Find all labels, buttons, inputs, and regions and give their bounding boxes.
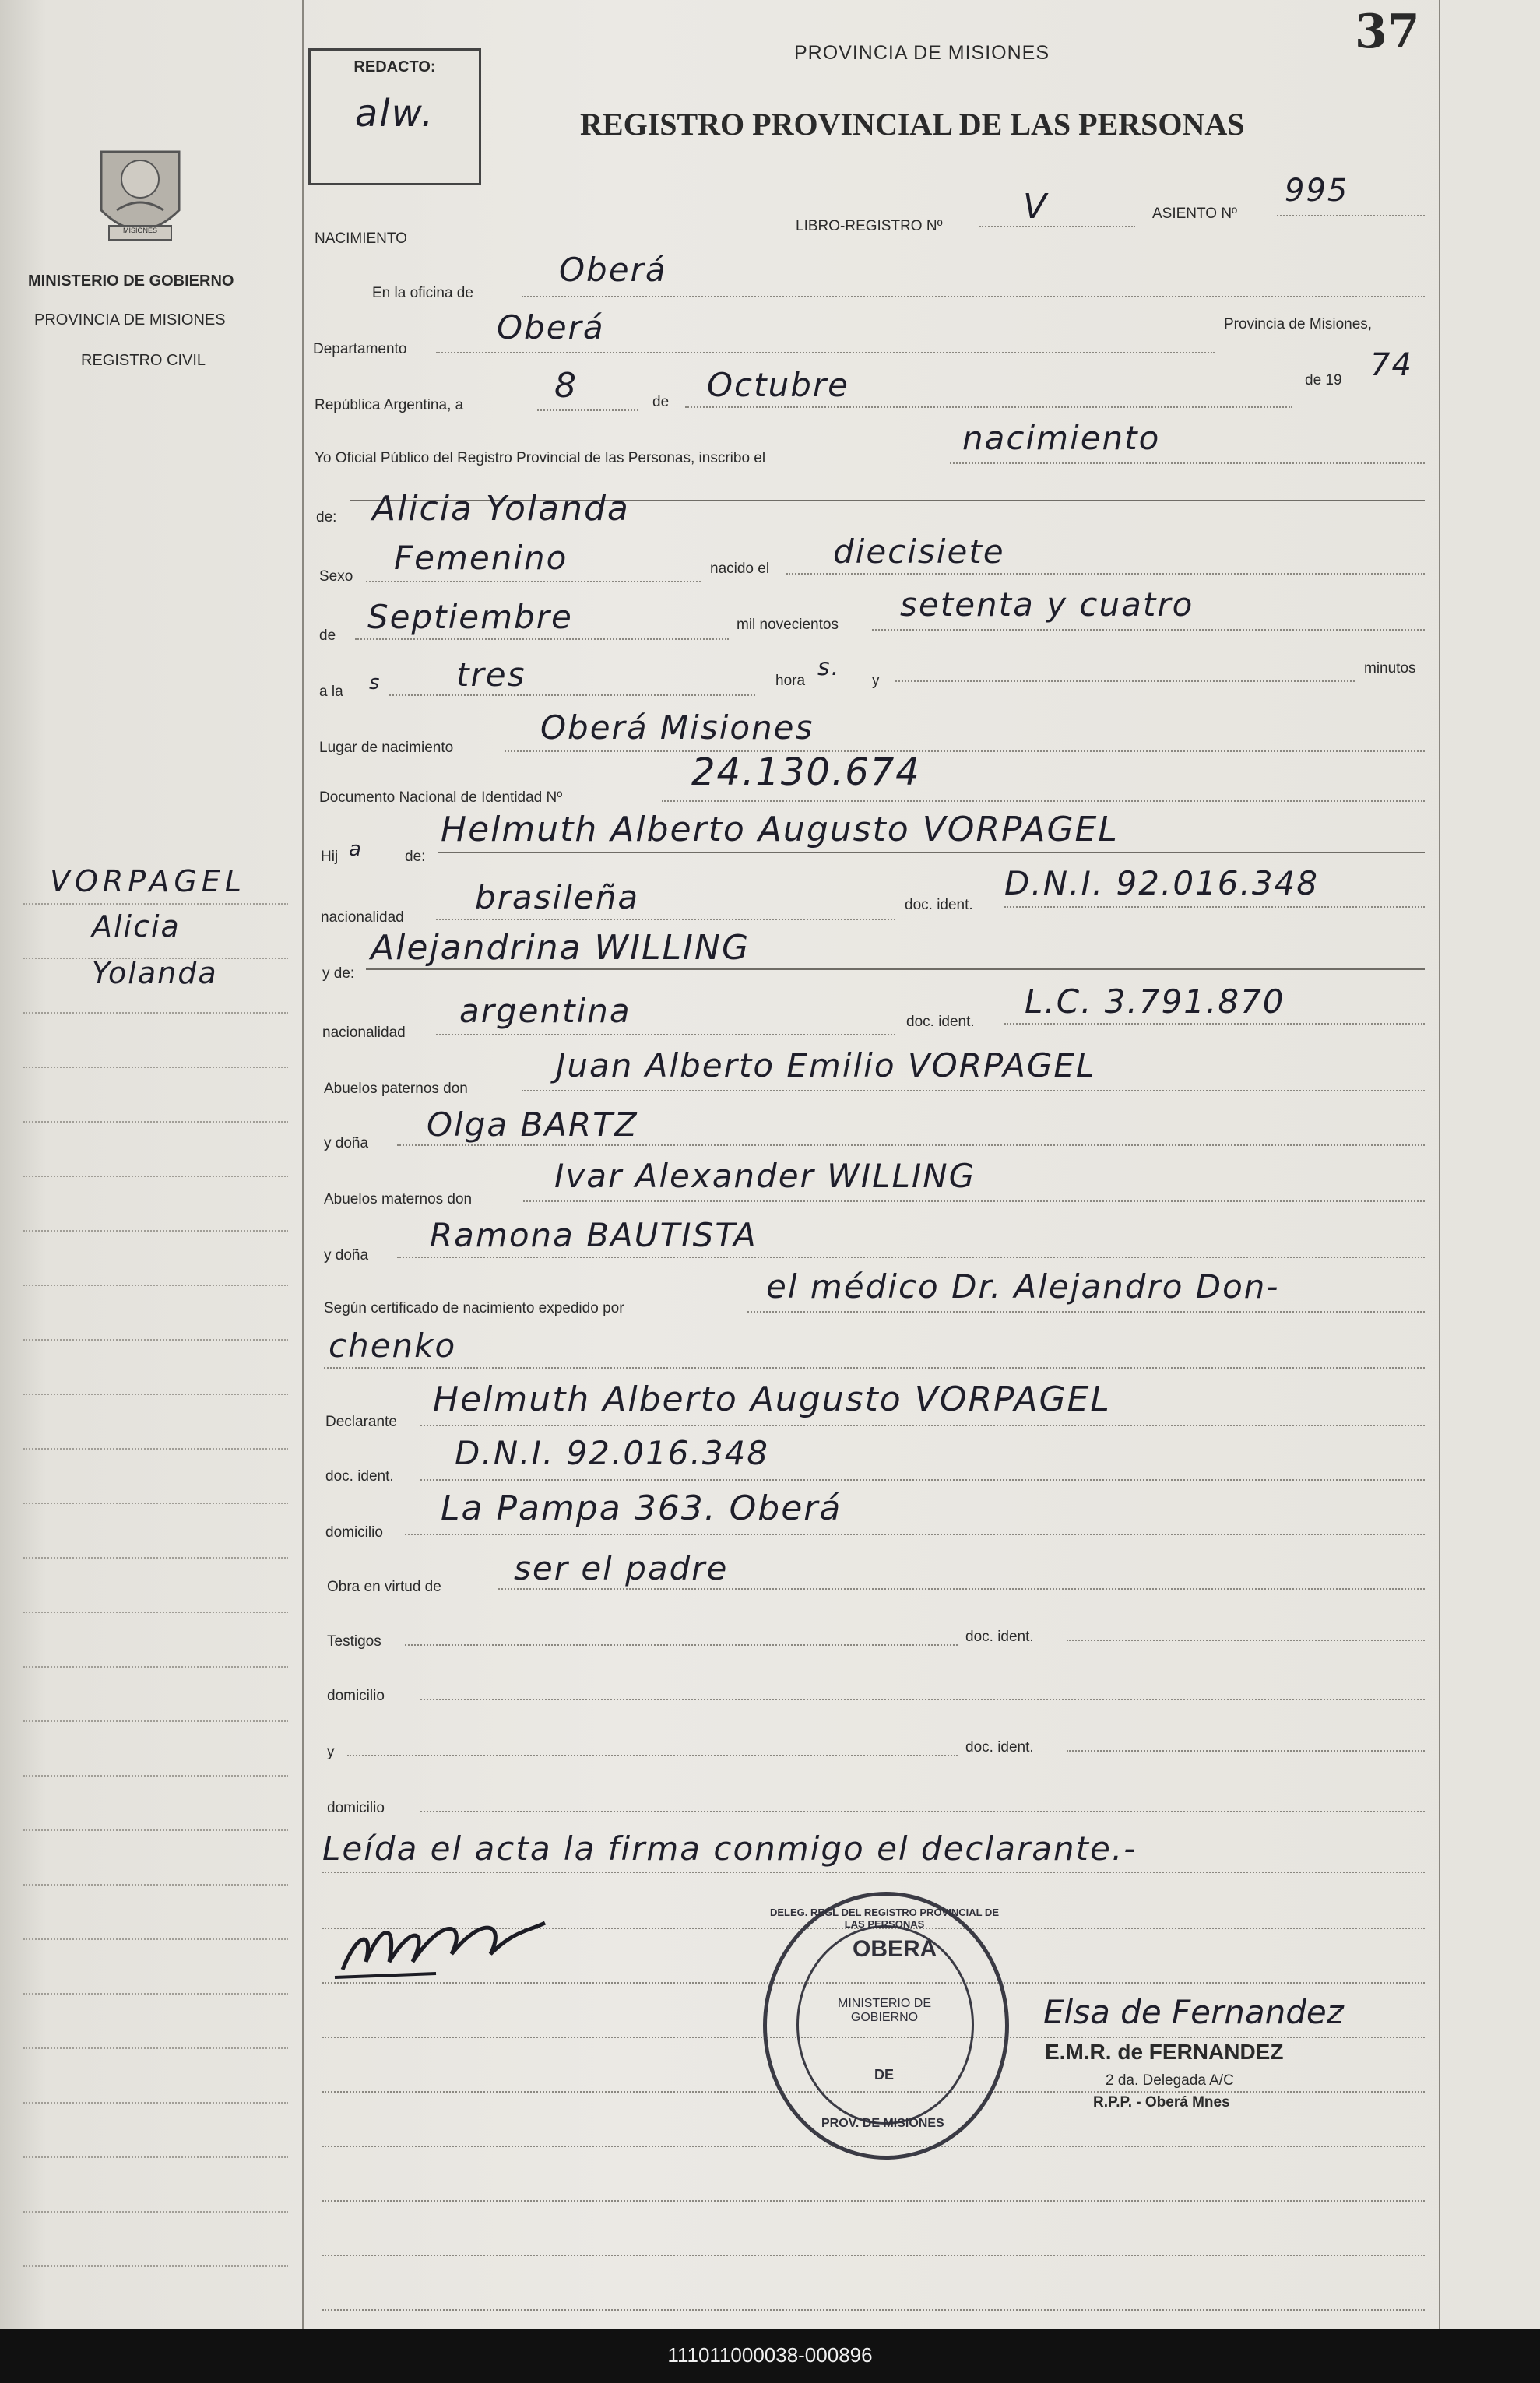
ministry-line1: MINISTERIO DE GOBIERNO <box>28 272 234 290</box>
padre-nac-dots <box>436 919 895 920</box>
t-doc-dots <box>1067 1640 1425 1641</box>
asiento-dots <box>1277 215 1425 216</box>
ab-mat-dona-dots <box>397 1257 1425 1258</box>
margin-rule-line <box>23 1775 288 1777</box>
ala-label: a la <box>319 684 343 700</box>
nacimiento-heading: NACIMIENTO <box>315 230 407 247</box>
hora-value: tres <box>456 656 526 694</box>
margin-rule-line <box>23 1339 288 1341</box>
province-header: PROVINCIA DE MISIONES <box>794 42 1050 64</box>
margin-rule-line <box>23 1067 288 1068</box>
oficina-value: Oberá <box>559 251 667 289</box>
doc-label: doc. ident. <box>905 897 973 913</box>
mes-value: Octubre <box>707 366 850 404</box>
hora-dots <box>389 694 755 696</box>
lugar-value: Oberá Misiones <box>540 708 814 747</box>
right-margin-rule <box>1439 0 1440 2329</box>
cert-label: Según certificado de nacimiento expedido por <box>324 1300 624 1316</box>
declarante-dots <box>420 1425 1425 1426</box>
dni-label: Documento Nacional de Identidad Nº <box>319 789 563 806</box>
oficial-label: Yo Oficial Público del Registro Provincial de las Personas, inscribo el <box>315 450 766 466</box>
padre-doc: D.N.I. 92.016.348 <box>1004 864 1320 902</box>
cert-dots <box>747 1311 1425 1313</box>
official-office: R.P.P. - Oberá Mnes <box>1093 2094 1230 2111</box>
libro-label: LIBRO-REGISTRO Nº <box>796 218 943 234</box>
margin-rule-line <box>23 1503 288 1504</box>
margin-rule-line <box>23 1720 288 1722</box>
ab-pat-label: Abuelos paternos don <box>324 1081 468 1097</box>
cert-value-2: chenko <box>329 1327 457 1365</box>
lugar-label: Lugar de nacimiento <box>319 740 454 756</box>
margin-rule-line <box>23 2047 288 2049</box>
closing-statement: Leída el acta la firma conmigo el declarante.- <box>322 1829 1137 1868</box>
seal-ribbon-text: MISIONES <box>122 227 157 234</box>
mes-dots <box>685 406 1292 408</box>
lugar-dots <box>505 750 1425 752</box>
padre-doc-dots <box>1004 906 1425 908</box>
anio-nac-dots <box>872 629 1425 631</box>
margin-rule-line <box>23 1394 288 1395</box>
minutos-label: minutos <box>1364 660 1416 677</box>
de-label: de <box>652 394 670 410</box>
madre-doc: L.C. 3.791.870 <box>1025 982 1285 1021</box>
nacido-label: nacido el <box>710 561 770 577</box>
margin-rule-line <box>23 2211 288 2213</box>
footer-code: 111011000038-000896 <box>667 2343 873 2367</box>
margin-rule-line <box>23 2265 288 2267</box>
margin-rule-line <box>23 1884 288 1886</box>
dni-dots <box>662 800 1425 802</box>
t-doc-label: doc. ident. <box>965 1629 1034 1645</box>
anio-nac-value: setenta y cuatro <box>900 585 1194 624</box>
nacido-value: diecisiete <box>833 532 1005 571</box>
margin-rule-line <box>23 1176 288 1177</box>
blank-rule-line <box>322 2200 1425 2202</box>
madre-nac-label: nacionalidad <box>322 1025 406 1041</box>
y-label: y <box>872 673 880 689</box>
testigos-label: Testigos <box>327 1633 381 1650</box>
sexo-value: Femenino <box>394 539 568 577</box>
asiento-label: ASIENTO Nº <box>1152 206 1237 222</box>
margin-rule-line <box>23 1993 288 1995</box>
domicilio-dots <box>405 1534 1425 1535</box>
margin-rule-line <box>23 1938 288 1940</box>
departamento-label: Departamento <box>313 341 407 357</box>
sexo-label: Sexo <box>319 568 353 585</box>
doc2-value: D.N.I. 92.016.348 <box>455 1434 770 1472</box>
oficina-dots <box>522 296 1425 297</box>
declarant-signature <box>327 1900 576 1993</box>
nac-label: nacionalidad <box>321 909 404 926</box>
official-title: 2 da. Delegada A/C <box>1106 2072 1234 2089</box>
coat-of-arms-icon <box>86 136 195 253</box>
t-dom-label: domicilio <box>327 1688 385 1704</box>
margin-rule-line <box>23 1557 288 1559</box>
ab-pat-dots <box>522 1090 1425 1091</box>
ab-mat-label: Abuelos maternos don <box>324 1191 473 1207</box>
madre-nac: argentina <box>459 992 631 1030</box>
hora-label: hora <box>775 673 806 689</box>
left-margin-rule <box>302 0 304 2329</box>
margin-rule-line <box>23 1121 288 1123</box>
ab-mat-dona: Ramona BAUTISTA <box>430 1216 758 1254</box>
hij-suffix: a <box>349 838 363 861</box>
t-dom2-dots <box>420 1811 1425 1812</box>
margin-rule-line <box>23 1829 288 1831</box>
margin-rule-line <box>23 1012 288 1014</box>
footer-bar <box>0 2329 1540 2383</box>
registry-stamp <box>763 1892 1009 2160</box>
margin-surname: VORPAGEL <box>50 864 246 898</box>
blank-rule-line <box>322 2309 1425 2311</box>
domicilio-label: domicilio <box>325 1524 383 1541</box>
margin-rule-line <box>23 2156 288 2158</box>
obra-label: Obra en virtud de <box>327 1579 441 1595</box>
ab-mat-don: Ivar Alexander WILLING <box>554 1157 976 1195</box>
t-doc2-label: doc. ident. <box>965 1739 1034 1756</box>
doc2-dots <box>420 1479 1425 1481</box>
testigos-dots <box>405 1644 958 1646</box>
margin-rule-line <box>23 958 288 959</box>
oficina-label: En la oficina de <box>372 285 473 301</box>
padre-value: Helmuth Alberto Augusto VORPAGEL <box>441 810 1119 849</box>
mes-nac-value: Septiembre <box>367 598 573 636</box>
t-dom-dots <box>420 1699 1425 1700</box>
ab-pat-dona: Olga BARTZ <box>427 1105 638 1144</box>
nacido-dots <box>786 573 1425 575</box>
margin-rule-line <box>23 903 288 905</box>
sexo-dots <box>366 581 701 582</box>
ab-pat-dona-label: y doña <box>324 1135 369 1151</box>
t-y-dots <box>347 1755 958 1756</box>
mes-nac-dots <box>355 638 729 640</box>
ministry-seal <box>86 136 195 253</box>
ab-pat-don: Juan Alberto Emilio VORPAGEL <box>556 1046 1096 1084</box>
t-y-label: y <box>327 1744 335 1760</box>
asiento-value: 995 <box>1285 173 1349 209</box>
ab-mat-dona-label: y doña <box>324 1247 369 1264</box>
dia-dots <box>537 409 638 411</box>
madre-rule <box>366 968 1425 970</box>
obra-dots <box>498 1588 1425 1590</box>
redacto-box <box>308 48 481 185</box>
page-number: 37 <box>1355 5 1420 59</box>
closing-dots <box>322 1872 1425 1873</box>
oficial-value: nacimiento <box>962 419 1161 457</box>
ministry-line3: REGISTRO CIVIL <box>81 352 206 369</box>
padre-nac: brasileña <box>475 878 640 916</box>
margin-rule-line <box>23 1230 288 1232</box>
departamento-value: Oberá <box>497 308 605 346</box>
republica-label: República Argentina, a <box>315 397 464 413</box>
padre-rule <box>438 852 1425 853</box>
margin-rule-line <box>23 2102 288 2104</box>
declarante-label: Declarante <box>325 1414 397 1430</box>
redacto-value: alw. <box>354 92 435 135</box>
stamp-city: OBERA <box>853 1936 937 1962</box>
margin-rule-line <box>23 1666 288 1668</box>
hora-s: s. <box>817 654 841 681</box>
anio-label: de 19 <box>1305 372 1342 388</box>
mil-label: mil novecientos <box>737 617 839 633</box>
dni-value: 24.130.674 <box>691 750 921 794</box>
anio-value: 74 <box>1370 347 1413 383</box>
doc2-label: doc. ident. <box>325 1468 394 1485</box>
obra-value: ser el padre <box>514 1549 729 1587</box>
madre-nac-dots <box>436 1034 895 1035</box>
ab-pat-dona-dots <box>397 1144 1425 1146</box>
minutos-dots <box>895 680 1355 682</box>
nombre-value: Alicia Yolanda <box>372 489 630 529</box>
ministry-line2: PROVINCIA DE MISIONES <box>34 311 226 329</box>
redacto-label: REDACTO: <box>353 58 436 76</box>
madre-doc-label: doc. ident. <box>906 1014 975 1030</box>
yde-label: y de: <box>322 965 355 982</box>
cert-dots-2 <box>324 1367 1425 1369</box>
cert-value: el médico Dr. Alejandro Don- <box>766 1267 1280 1306</box>
hij-label: Hij <box>321 849 339 865</box>
madre-value: Alejandrina WILLING <box>371 928 751 968</box>
ab-mat-dots <box>523 1200 1425 1202</box>
de3-label: de <box>319 627 336 644</box>
document-title: REGISTRO PROVINCIAL DE LAS PERSONAS <box>580 107 1245 142</box>
hij-de: de: <box>405 849 426 865</box>
margin-rule-line <box>23 1448 288 1450</box>
ala-s: s <box>369 671 381 694</box>
domicilio-value: La Pampa 363. Oberá <box>441 1488 842 1528</box>
declarante-value: Helmuth Alberto Augusto VORPAGEL <box>433 1380 1111 1419</box>
de2-label: de: <box>316 509 337 525</box>
provincia-suffix: Provincia de Misiones, <box>1224 316 1373 332</box>
stamp-bottom-text: PROV. DE MISIONES <box>821 2117 944 2130</box>
libro-value: V <box>1023 187 1049 227</box>
madre-doc-dots <box>1004 1023 1425 1025</box>
stamp-inner-text: MINISTERIO DE GOBIERNO <box>837 1997 931 2024</box>
blank-rule-line <box>322 2255 1425 2256</box>
libro-dots <box>979 226 1135 227</box>
dia-value: 8 <box>554 366 578 406</box>
official-signature: Elsa de Fernandez <box>1043 1993 1344 2031</box>
margin-rule-line <box>23 1285 288 1286</box>
oficial-dots <box>950 462 1425 464</box>
t-doc2-dots <box>1067 1750 1425 1752</box>
margin-rule-line <box>23 1612 288 1613</box>
official-name: E.M.R. de FERNANDEZ <box>1045 2040 1284 2064</box>
margin-name2: Yolanda <box>92 956 218 990</box>
stamp-outer-text: DELEG. REGL DEL REGISTRO PROVINCIAL DE LAS PERSONAS <box>770 1907 999 1930</box>
t-dom2-label: domicilio <box>327 1800 385 1816</box>
departamento-dots <box>436 352 1215 353</box>
stamp-de: DE <box>874 2067 895 2082</box>
margin-name1: Alicia <box>92 909 181 944</box>
